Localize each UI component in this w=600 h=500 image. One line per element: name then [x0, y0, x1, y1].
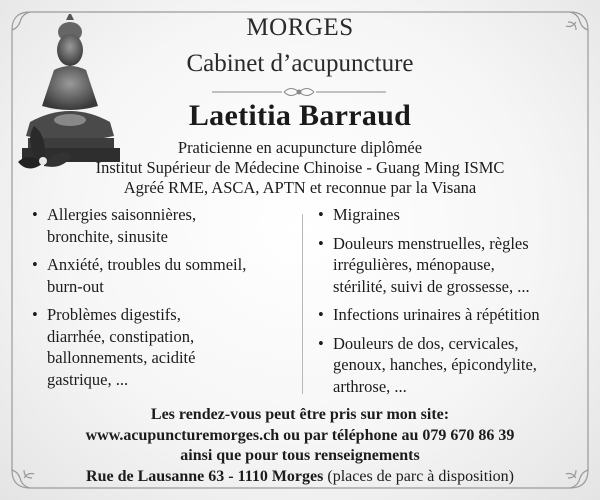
list-item: • Infections urinaires à répétition: [318, 304, 590, 326]
credential-line: Praticienne en acupuncture diplômée: [177, 138, 423, 157]
contact-footer: [0, 405, 600, 487]
appointment-line: Les rendez-vous peut être pris sur mon site:: [150, 406, 450, 423]
website-phone-line: www.acupuncturemorges.ch ou par téléphone au 079 670 86 39: [85, 426, 515, 444]
ornament-divider: [204, 85, 394, 99]
address-line: [0, 467, 600, 488]
parking-note: (places de parc à disposition): [327, 467, 514, 485]
credentials: [0, 138, 600, 198]
list-item: • Migraines: [318, 204, 590, 226]
conditions-list-left: [32, 204, 294, 397]
info-line: ainsi que pour tous renseignements: [180, 447, 420, 464]
practitioner-name: Laetitia Barraud: [188, 99, 412, 132]
list-item: • Problèmes digestifs, diarrhée, constipation, ballonnements, acidité gastrique, ...: [32, 304, 294, 390]
list-item: • Allergies saisonnières, bronchite, sinusite: [32, 204, 294, 247]
credential-line: Agréé RME, ASCA, APTN et reconnue par la Visana: [123, 178, 477, 197]
address: Rue de Lausanne 63 - 1110 Morges: [86, 467, 324, 485]
list-item: • Douleurs menstruelles, règles irrégulières, ménopause, stérilité, suivi de grossesse, ...: [318, 233, 590, 298]
list-item: • Anxiété, troubles du sommeil, burn-out: [32, 254, 294, 297]
cabinet-subtitle: Cabinet d’acupuncture: [186, 50, 414, 77]
city-heading: MORGES: [246, 14, 354, 41]
conditions-list-right: [318, 204, 590, 404]
column-divider: [302, 214, 303, 394]
credential-line: Institut Supérieur de Médecine Chinoise - Guang Ming ISMC: [95, 158, 505, 177]
list-item: • Douleurs de dos, cervicales, genoux, hanches, épicondylite, arthrose, ...: [318, 333, 590, 398]
